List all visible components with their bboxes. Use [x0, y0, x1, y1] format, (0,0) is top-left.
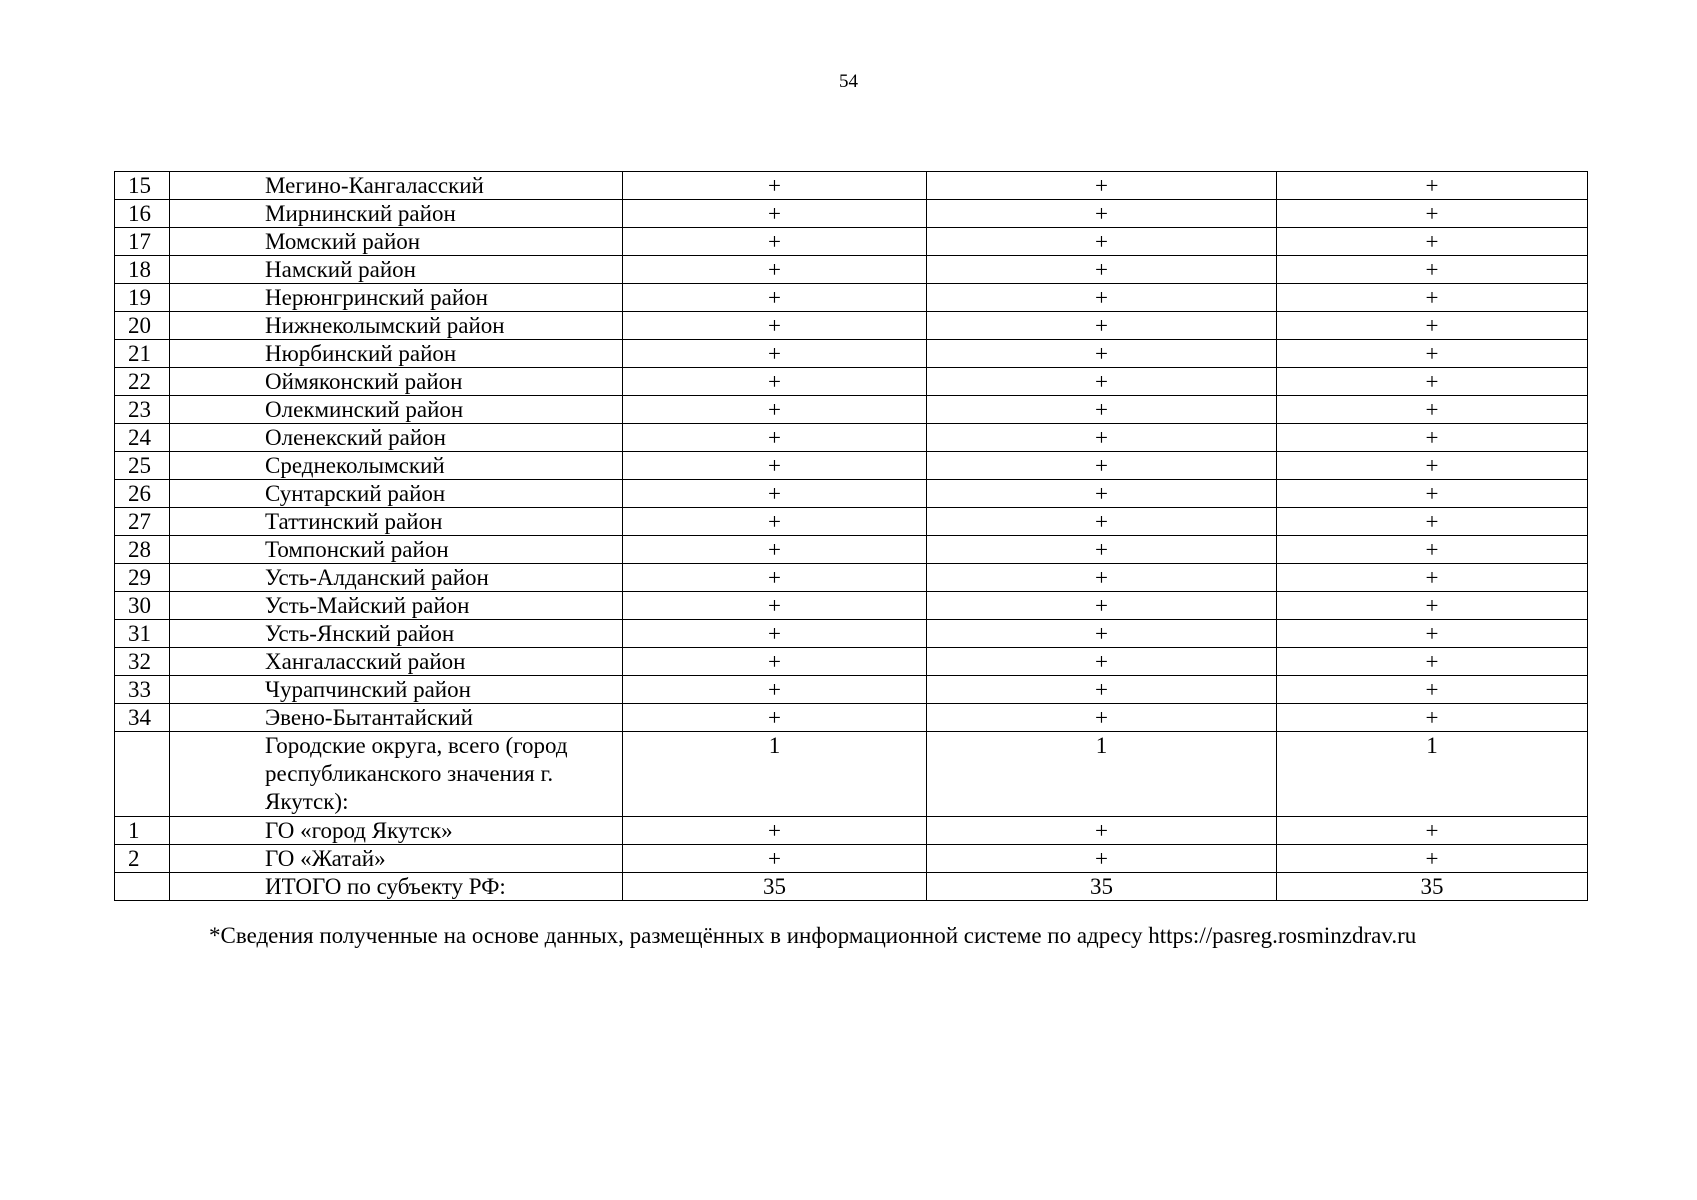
table-row: [115, 592, 1588, 620]
value-col-3: +: [1277, 508, 1588, 536]
row-number: 26: [115, 480, 170, 508]
value-col-1: +: [623, 200, 927, 228]
value-col-2: +: [927, 340, 1277, 368]
district-name: Нижнеколымский район: [170, 312, 623, 340]
district-name: Намский район: [170, 256, 623, 284]
district-name: Мирнинский район: [170, 200, 623, 228]
row-number: [115, 873, 170, 901]
district-name: Чурапчинский район: [170, 676, 623, 704]
table-row: [115, 284, 1588, 312]
value-col-1: +: [623, 480, 927, 508]
value-col-2: +: [927, 200, 1277, 228]
value-col-1: +: [623, 817, 927, 845]
value-col-2: +: [927, 648, 1277, 676]
value-col-2: +: [927, 508, 1277, 536]
value-col-3: +: [1277, 592, 1588, 620]
value-col-2: +: [927, 172, 1277, 200]
value-col-3: +: [1277, 368, 1588, 396]
row-number: [115, 732, 170, 817]
table-row: [115, 172, 1588, 200]
value-col-1: +: [623, 172, 927, 200]
table-row: [115, 817, 1588, 845]
value-col-1: +: [623, 564, 927, 592]
district-name: Усть-Алданский район: [170, 564, 623, 592]
value-col-1: +: [623, 312, 927, 340]
table-row: [115, 536, 1588, 564]
value-col-1: +: [623, 256, 927, 284]
row-number: 27: [115, 508, 170, 536]
row-number: 33: [115, 676, 170, 704]
row-number: 34: [115, 704, 170, 732]
value-col-3: +: [1277, 817, 1588, 845]
district-name: Усть-Янский район: [170, 620, 623, 648]
value-col-1: +: [623, 536, 927, 564]
value-col-1: +: [623, 424, 927, 452]
value-col-3: +: [1277, 845, 1588, 873]
table-row: [115, 396, 1588, 424]
row-number: 23: [115, 396, 170, 424]
total-label: ИТОГО по субъекту РФ:: [170, 873, 623, 901]
value-col-3: +: [1277, 424, 1588, 452]
value-col-2: +: [927, 424, 1277, 452]
value-col-1: +: [623, 508, 927, 536]
table-row: [115, 424, 1588, 452]
value-col-1: +: [623, 396, 927, 424]
page-number: 54: [839, 71, 858, 92]
district-name: Усть-Майский район: [170, 592, 623, 620]
value-col-2: +: [927, 704, 1277, 732]
table-row: [115, 676, 1588, 704]
district-name: Нерюнгринский район: [170, 284, 623, 312]
value-col-2: +: [927, 284, 1277, 312]
value-col-1: 35: [623, 873, 927, 901]
table-row: [115, 368, 1588, 396]
value-col-1: +: [623, 620, 927, 648]
value-col-1: +: [623, 845, 927, 873]
value-col-3: +: [1277, 284, 1588, 312]
value-col-3: +: [1277, 312, 1588, 340]
district-name: Сунтарский район: [170, 480, 623, 508]
value-col-3: +: [1277, 452, 1588, 480]
value-col-3: +: [1277, 340, 1588, 368]
value-col-1: +: [623, 340, 927, 368]
table-row-city-districts: [115, 732, 1588, 817]
value-col-2: +: [927, 312, 1277, 340]
value-col-2: +: [927, 536, 1277, 564]
row-number: 32: [115, 648, 170, 676]
value-col-3: +: [1277, 676, 1588, 704]
district-name: Эвено-Бытантайский: [170, 704, 623, 732]
row-number: 17: [115, 228, 170, 256]
row-number: 19: [115, 284, 170, 312]
data-table: [114, 171, 1588, 901]
row-number: 18: [115, 256, 170, 284]
table-row: [115, 508, 1588, 536]
value-col-1: +: [623, 452, 927, 480]
district-name: Томпонский район: [170, 536, 623, 564]
district-name: Мегино-Кангаласский: [170, 172, 623, 200]
value-col-2: +: [927, 452, 1277, 480]
value-col-3: +: [1277, 396, 1588, 424]
value-col-2: +: [927, 396, 1277, 424]
district-name: Олекминский район: [170, 396, 623, 424]
value-col-3: +: [1277, 536, 1588, 564]
value-col-1: +: [623, 284, 927, 312]
row-number: 31: [115, 620, 170, 648]
district-name: Нюрбинский район: [170, 340, 623, 368]
district-name: Таттинский район: [170, 508, 623, 536]
row-number: 16: [115, 200, 170, 228]
row-number: 2: [115, 845, 170, 873]
row-number: 21: [115, 340, 170, 368]
value-col-2: +: [927, 228, 1277, 256]
value-col-2: 35: [927, 873, 1277, 901]
value-col-2: +: [927, 845, 1277, 873]
footnote: *Сведения полученные на основе данных, размещённых в информационной системе по адресу https://pasreg.rosminzdrav.ru: [209, 923, 1417, 948]
value-col-3: +: [1277, 480, 1588, 508]
row-number: 1: [115, 817, 170, 845]
value-col-1: +: [623, 704, 927, 732]
row-number: 30: [115, 592, 170, 620]
value-col-2: +: [927, 620, 1277, 648]
value-col-3: +: [1277, 704, 1588, 732]
table-row: [115, 704, 1588, 732]
table-row: [115, 340, 1588, 368]
row-number: 29: [115, 564, 170, 592]
table-row: [115, 480, 1588, 508]
table-row: [115, 228, 1588, 256]
value-col-1: +: [623, 676, 927, 704]
district-name: Среднеколымский: [170, 452, 623, 480]
district-name: Момский район: [170, 228, 623, 256]
table-row: [115, 452, 1588, 480]
row-number: 24: [115, 424, 170, 452]
value-col-3: +: [1277, 200, 1588, 228]
row-number: 15: [115, 172, 170, 200]
value-col-3: +: [1277, 648, 1588, 676]
value-col-2: +: [927, 480, 1277, 508]
value-col-2: +: [927, 256, 1277, 284]
row-number: 28: [115, 536, 170, 564]
value-col-1: +: [623, 228, 927, 256]
value-col-2: 1: [927, 732, 1277, 817]
row-number: 25: [115, 452, 170, 480]
district-name: Оймяконский район: [170, 368, 623, 396]
table-row-total: [115, 873, 1588, 901]
district-name: ГО «Жатай»: [170, 845, 623, 873]
value-col-2: +: [927, 592, 1277, 620]
table-row: [115, 564, 1588, 592]
value-col-3: +: [1277, 172, 1588, 200]
value-col-3: +: [1277, 564, 1588, 592]
district-name: Городские округа, всего (город республиканского значения г. Якутск):: [170, 732, 623, 817]
value-col-1: 1: [623, 732, 927, 817]
value-col-3: 1: [1277, 732, 1588, 817]
value-col-2: +: [927, 368, 1277, 396]
value-col-2: +: [927, 676, 1277, 704]
value-col-1: +: [623, 648, 927, 676]
value-col-2: +: [927, 817, 1277, 845]
row-number: 20: [115, 312, 170, 340]
table-row: [115, 312, 1588, 340]
value-col-1: +: [623, 592, 927, 620]
value-col-1: +: [623, 368, 927, 396]
table-row: [115, 256, 1588, 284]
district-name: Оленекский район: [170, 424, 623, 452]
table-row: [115, 620, 1588, 648]
value-col-2: +: [927, 564, 1277, 592]
table-row: [115, 648, 1588, 676]
district-name: ГО «город Якутск»: [170, 817, 623, 845]
table-row: [115, 200, 1588, 228]
value-col-3: +: [1277, 256, 1588, 284]
table-row: [115, 845, 1588, 873]
district-name: Хангаласский район: [170, 648, 623, 676]
value-col-3: 35: [1277, 873, 1588, 901]
value-col-3: +: [1277, 228, 1588, 256]
row-number: 22: [115, 368, 170, 396]
value-col-3: +: [1277, 620, 1588, 648]
